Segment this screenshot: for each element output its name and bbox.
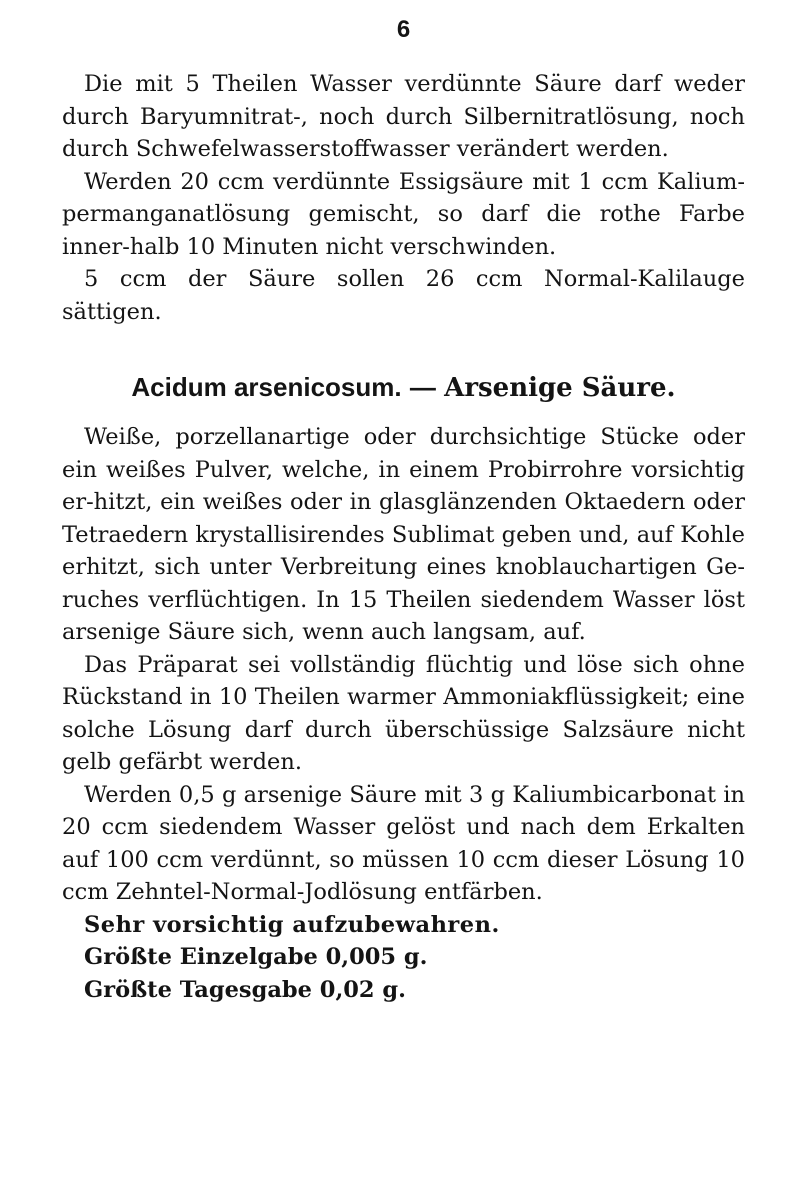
paragraph-purity-test: Die mit 5 Theilen Wasser verdünnte Säure darf weder durch Baryumnitrat-, noch durch Silbernitratlösung, noch durch Schwefelwasserstoffwasser verändert werden. xyxy=(62,71,745,162)
storage-note: Sehr vorsichtig aufzubewahren. xyxy=(84,911,500,938)
heading-separator: — xyxy=(409,372,436,402)
paragraph-ammonia-test: Das Präparat sei vollständig flüchtig und löse sich ohne Rückstand in 10 Theilen warmer Ammoniakflüssigkeit; eine solche Lösung darf durch überschüssige Salzsäure nicht gelb gefärbt werden. xyxy=(62,651,745,775)
heading-german-name: Arsenige Säure. xyxy=(444,373,676,403)
max-single-dose: Größte Einzelgabe 0,005 g. xyxy=(84,944,428,970)
paragraph-description: Weiße, porzellanartige oder durchsichtige Stücke oder ein weißes Pulver, welche, in einem Probirrohre vorsichtig er-hitzt, ein weißes oder in glasglänzenden Oktaedern oder Tetraedern krystallisirendes Sublimat geben und, auf Kohle erhitzt, sich unter Verbreitung eines knoblauchartigen Ge-ruches verflüchtigen. In 15 Theilen siedendem Wasser löst arsenige Säure sich, wenn auch langsam, auf. xyxy=(62,424,745,645)
paragraph-neutralization: 5 ccm der Säure sollen 26 ccm Normal-Kalilauge sättigen. xyxy=(62,266,745,325)
max-daily-dose: Größte Tagesgabe 0,02 g. xyxy=(84,976,406,1003)
heading-latin-name: Acidum arsenicosum. xyxy=(131,372,402,402)
page-number: 6 xyxy=(396,16,411,43)
section-heading xyxy=(62,372,745,403)
paragraph-iodine-assay: Werden 0,5 g arsenige Säure mit 3 g Kaliumbicarbonat in 20 ccm siedendem Wasser gelöst und nach dem Erkalten auf 100 ccm verdünnt, so müssen 10 ccm dieser Lösung 10 ccm Zehntel-Normal-Jodlösung entfärben. xyxy=(62,781,745,905)
paragraph-permanganate-test: Werden 20 ccm verdünnte Essigsäure mit 1 ccm Kalium-permanganatlösung gemischt, so darf die rothe Farbe inner-halb 10 Minuten nicht verschwinden. xyxy=(62,168,745,260)
